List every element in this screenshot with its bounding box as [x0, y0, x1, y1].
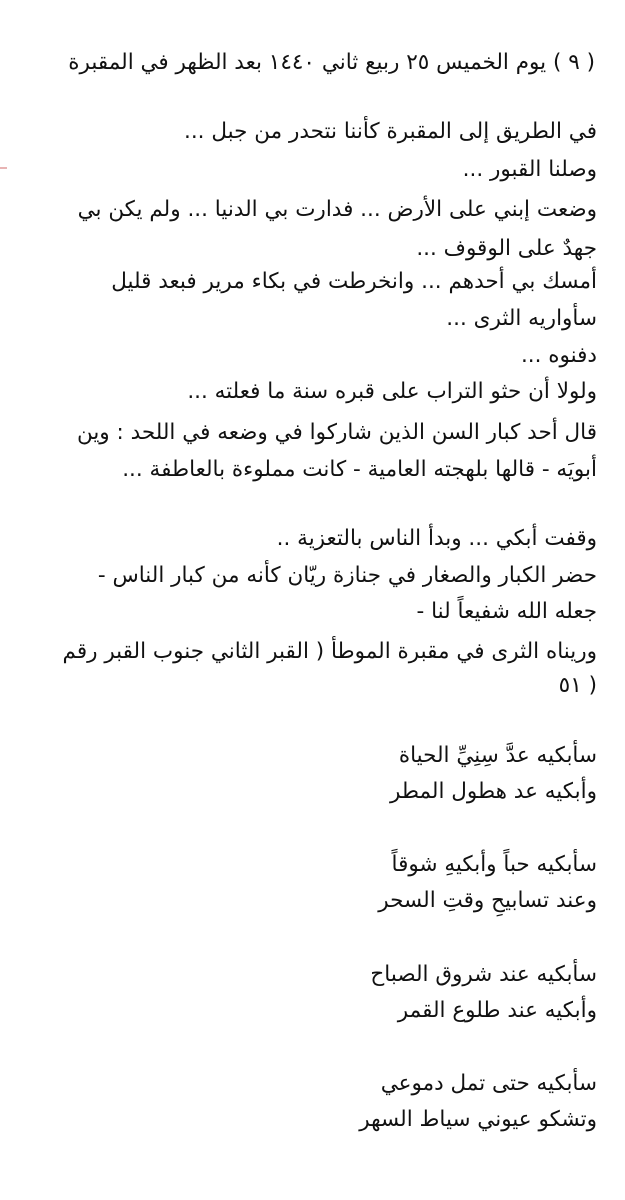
poem-verse: وتشكو عيوني سياط السهر	[359, 1107, 597, 1132]
text-line: وريناه الثرى في مقبرة الموطأ ( القبر الثاني جنوب القبر رقم	[62, 639, 597, 664]
text-line: قال أحد كبار السن الذين شاركوا في وضعه في اللحد : وين	[76, 420, 597, 445]
text-line: وقفت أبكي ... وبدأ الناس بالتعزية ..	[276, 526, 597, 551]
entry-heading: ( ٩ ) يوم الخميس ٢٥ ربيع ثاني ١٤٤٠ بعد الظهر في المقبرة	[68, 50, 595, 75]
poem-verse: سأبكيه حباً وأبكيهِ شوقاً	[391, 852, 597, 877]
text-line: وصلنا القبور ...	[462, 157, 597, 182]
text-line: أمسك بي أحدهم ... وانخرطت في بكاء مرير فبعد قليل	[111, 269, 597, 294]
text-line: وضعت إبني على الأرض ... فدارت بي الدنيا ... ولم يكن بي	[77, 197, 597, 222]
poem-verse: وأبكيه عد هطول المطر	[389, 779, 597, 804]
text-line: ولولا أن حثو التراب على قبره سنة ما فعلته ...	[187, 379, 597, 404]
poem-verse: وأبكيه عند طلوع القمر	[397, 998, 597, 1023]
text-line: في الطريق إلى المقبرة كأننا نتحدر من جبل ...	[184, 119, 597, 144]
text-line: ٥١ )	[558, 673, 597, 698]
poem-verse: سأبكيه عند شروق الصباح	[370, 962, 597, 987]
margin-mark	[0, 167, 7, 169]
text-line: سأواريه الثرى ...	[446, 306, 597, 331]
text-line: حضر الكبار والصغار في جنازة ريّان كأنه من كبار الناس -	[97, 563, 597, 588]
poem-verse: سأبكيه عدَّ سِنِيِّ الحياة	[398, 743, 597, 768]
text-line: دفنوه ...	[520, 343, 597, 368]
poem-verse: سأبكيه حتى تمل دموعي	[380, 1071, 597, 1096]
text-line: جعله الله شفيعاً لنا -	[416, 599, 597, 624]
text-line: جهدٌ على الوقوف ...	[416, 236, 597, 261]
text-line: أبويَه - قالها بلهجته العامية - كانت مملوءة بالعاطفة ...	[122, 457, 597, 482]
poem-verse: وعند تسابيحِ وقتِ السحر	[378, 888, 597, 913]
